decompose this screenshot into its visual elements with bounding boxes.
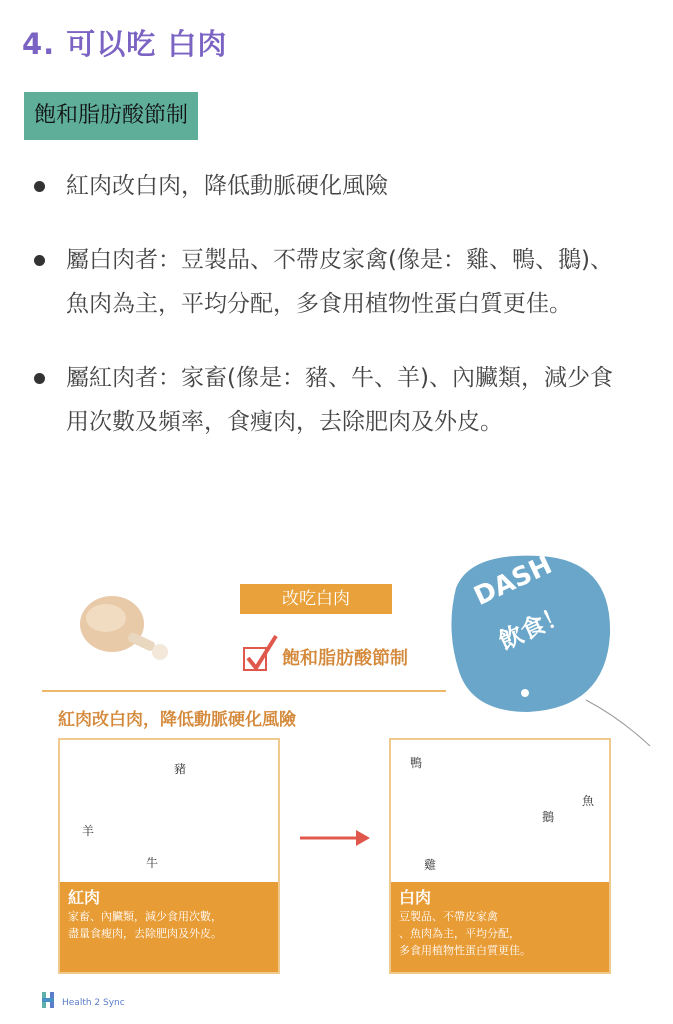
goose-label: 鵝 <box>542 810 555 824</box>
bullet-list <box>0 164 673 474</box>
red-meat-desc-1: 家畜、內臟類，減少食用次數， <box>68 910 222 923</box>
bullet-text: 屬紅肉者：家畜(像是：豬、牛、羊)、內臟類，減少食用次數及頻率，食瘦肉，去除肥肉及外皮。 <box>66 365 613 435</box>
section-title: 4. 可以吃 白肉 <box>22 27 228 61</box>
switch-label: 改吃白肉 <box>240 584 392 614</box>
infographic-headline: 紅肉改白肉，降低動脈硬化風險 <box>58 710 296 730</box>
white-meat-footer <box>391 882 609 972</box>
bubble-title: DASH <box>469 550 557 612</box>
fish-label: 魚 <box>582 794 595 808</box>
pig-label: 豬 <box>174 762 187 776</box>
bullet-dot <box>34 373 45 384</box>
infographic <box>0 548 673 1024</box>
cow-label: 牛 <box>146 856 159 870</box>
check-icon <box>244 636 276 670</box>
bullet-item <box>0 164 673 208</box>
white-meat-card <box>389 738 611 974</box>
bullet-dot <box>34 181 45 192</box>
red-meat-card <box>58 738 280 974</box>
bullet-text: 紅肉改白肉，降低動脈硬化風險 <box>66 173 388 199</box>
bullet-text: 屬白肉者：豆製品、不帶皮家禽(像是：雞、鴨、鵝)、魚肉為主，平均分配，多食用植物性蛋白質更佳。 <box>66 247 613 317</box>
arrow-icon <box>300 830 370 846</box>
lamb-label: 羊 <box>82 824 95 838</box>
bullet-item <box>0 238 673 326</box>
red-meat-desc-2: 盡量食瘦肉，去除肥肉及外皮。 <box>68 927 222 940</box>
duck-label: 鴨 <box>410 756 423 770</box>
brand-name: Health 2 Sync <box>62 998 125 1008</box>
white-meat-desc-2: 、魚肉為主，平均分配， <box>399 927 520 940</box>
brand-logo-icon <box>42 992 54 1008</box>
chicken-label: 雞 <box>424 858 437 872</box>
bubble-subtitle: 飲食！ <box>494 599 572 656</box>
bullet-item <box>0 356 673 444</box>
white-meat-title: 白肉 <box>399 888 432 907</box>
drumstick-image <box>80 596 168 660</box>
tag-header: 飽和脂肪酸節制 <box>24 92 198 140</box>
red-meat-title: 紅肉 <box>68 888 101 907</box>
bullet-dot <box>34 255 45 266</box>
check-label: 飽和脂肪酸節制 <box>282 648 408 669</box>
white-meat-desc-1: 豆製品、不帶皮家禽 <box>399 910 498 923</box>
red-meat-footer <box>60 882 278 972</box>
white-meat-desc-3: 多食用植物性蛋白質更佳。 <box>399 944 531 957</box>
